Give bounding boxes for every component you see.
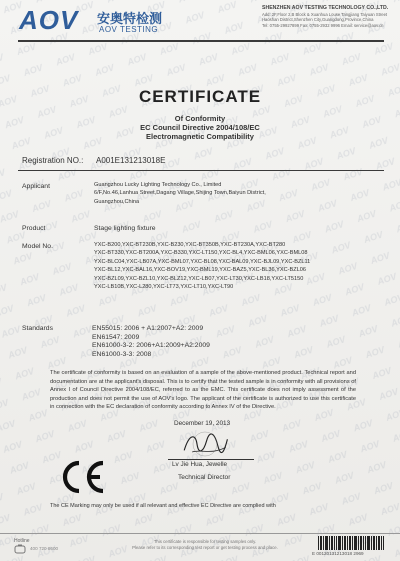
ce-mark-icon bbox=[58, 457, 108, 497]
model-label: Model No. bbox=[22, 243, 53, 250]
product-name: Stage lighting fixture bbox=[94, 225, 156, 232]
standard-line: EN61000-3-2: 2006+A1:2009+A2:2009 bbox=[92, 342, 210, 349]
subtitle-line: EC Council Directive 2004/108/EC bbox=[140, 123, 260, 132]
applicant-label: Applicant bbox=[22, 183, 50, 190]
footer-note bbox=[105, 539, 305, 551]
signatory-title: Technical Director bbox=[178, 474, 231, 481]
applicant-line: Guangzhou,China bbox=[94, 198, 140, 205]
barcode-icon bbox=[318, 536, 384, 550]
serial-number: E 00120131213018 2969 bbox=[312, 551, 364, 556]
phone-icon bbox=[14, 544, 26, 554]
model-line: YXC-B200,YXC-BT230B,YXC-B230,YXC-BT350B,YXC-BT230A,YXC-BT280 bbox=[94, 242, 286, 248]
model-line: YXC-LB10B,YXC-L280,YXC-LT73,YXC-LT10,YXC-LT90 bbox=[94, 284, 234, 291]
address-line: Tel: 0755-29927899 Fax: 0755-2932 9996 Email: service@aov.cn bbox=[262, 22, 384, 28]
logo-english-name: AOV TESTING bbox=[99, 25, 159, 34]
hotline-number: 400 720 8600 bbox=[30, 546, 59, 551]
model-line: YXC-BT330,YXC-BT200A,YXC-B330,YXC-LT150,YXC-BL4,YXC-BML06,YXC-BML08 bbox=[94, 250, 308, 257]
issue-date: December 19, 2013 bbox=[174, 420, 231, 427]
standard-line: EN61000-3-3: 2008 bbox=[92, 350, 152, 358]
model-line: YXC-BLC04,YXC-LB07A,YXC-BML07,YXC-BL08,YXC-BAL09,YXC-BJL09,YXC-BZL11 bbox=[94, 258, 311, 265]
company-name: SHENZHEN AOV TESTING TECHNOLOGY CO.,LTD. bbox=[262, 5, 389, 11]
company-logo bbox=[19, 5, 179, 38]
standards-list bbox=[92, 325, 210, 359]
standards-label: Standards bbox=[22, 325, 53, 332]
ce-marking-note: The CE Marking may only be used if all relevant and effective EC Directive are complied with bbox=[50, 503, 276, 509]
subtitle-line: Electromagnetic Compatibility bbox=[146, 132, 254, 141]
certificate-title: CERTIFICATE bbox=[138, 87, 262, 106]
signatory-name: Lv Jie Hua, Jewelle bbox=[172, 461, 228, 468]
model-line: YXC-BZL09,YXC-BZL10,YXC-BLZ12,YXC-LB07,YXC-LT30,YXC-LB18,YXC-LT5150 bbox=[94, 275, 304, 282]
address-line: Add: 2F,Floor 2,B Block & Xuanhua Louse Tangjiang Taiyuan Street bbox=[262, 11, 388, 17]
applicant-line: 6/F,No.46,Lanhua Street,Dagang Village,Shijing Town,Baiyun District, bbox=[94, 190, 266, 197]
standard-line: EN61547: 2009 bbox=[92, 333, 140, 341]
product-label: Product bbox=[22, 225, 46, 232]
footer-note-line: This certificate is responsible for testing samples only. bbox=[153, 539, 257, 544]
applicant-details bbox=[94, 181, 266, 206]
model-line: YXC-BL12,YXC-BAL16,YXC-BOV19,YXC-BML19,YXC-BAZ5,YXC-BL36,YXC-BZL06 bbox=[94, 267, 307, 274]
footer-divider bbox=[0, 533, 400, 534]
subtitle-line: Of Conformity bbox=[174, 114, 226, 123]
section-divider bbox=[18, 170, 384, 171]
standard-line: EN55015: 2006 + A1:2007+A2: 2009 bbox=[92, 325, 204, 332]
hotline-label: Hotline bbox=[14, 538, 30, 544]
registration-label: Registration NO.: bbox=[22, 156, 84, 165]
address-line: Haoshan District,Shenzhen City,Guangdong,Province,China bbox=[262, 17, 374, 23]
signature-line bbox=[168, 459, 254, 460]
handwritten-signature bbox=[173, 428, 237, 460]
applicant-line: Guangzhou Lucky Lighting Technology Co., Limited bbox=[94, 182, 222, 188]
conformity-statement: The certificate of conformity is based on an evaluation of a sample of the above-mentioned product. Technical report and documentation are at the applicant's disposal. This is to certify that the tested sample is in conformity with all provisions of Annex I of Council Directive 2004/108/EC, referred to as the EMC. This certificate does not imply assessment of the production and does not permit the use of AOV's logo. The applicant of the certificate is authorized to use this certificate in connection with the EC declaration of conformity according to Annex IV of the Directive. bbox=[50, 370, 356, 411]
company-address bbox=[262, 6, 392, 28]
model-list bbox=[94, 241, 310, 291]
registration-number: A001E131213018E bbox=[96, 156, 166, 165]
header-divider bbox=[18, 40, 384, 42]
footer-note-line: Please refer to its corresponding test report or get testing process and place. bbox=[132, 545, 278, 550]
logo-mark: AOV bbox=[19, 5, 79, 35]
logo-chinese-name: 安奥特检测 bbox=[97, 12, 163, 27]
